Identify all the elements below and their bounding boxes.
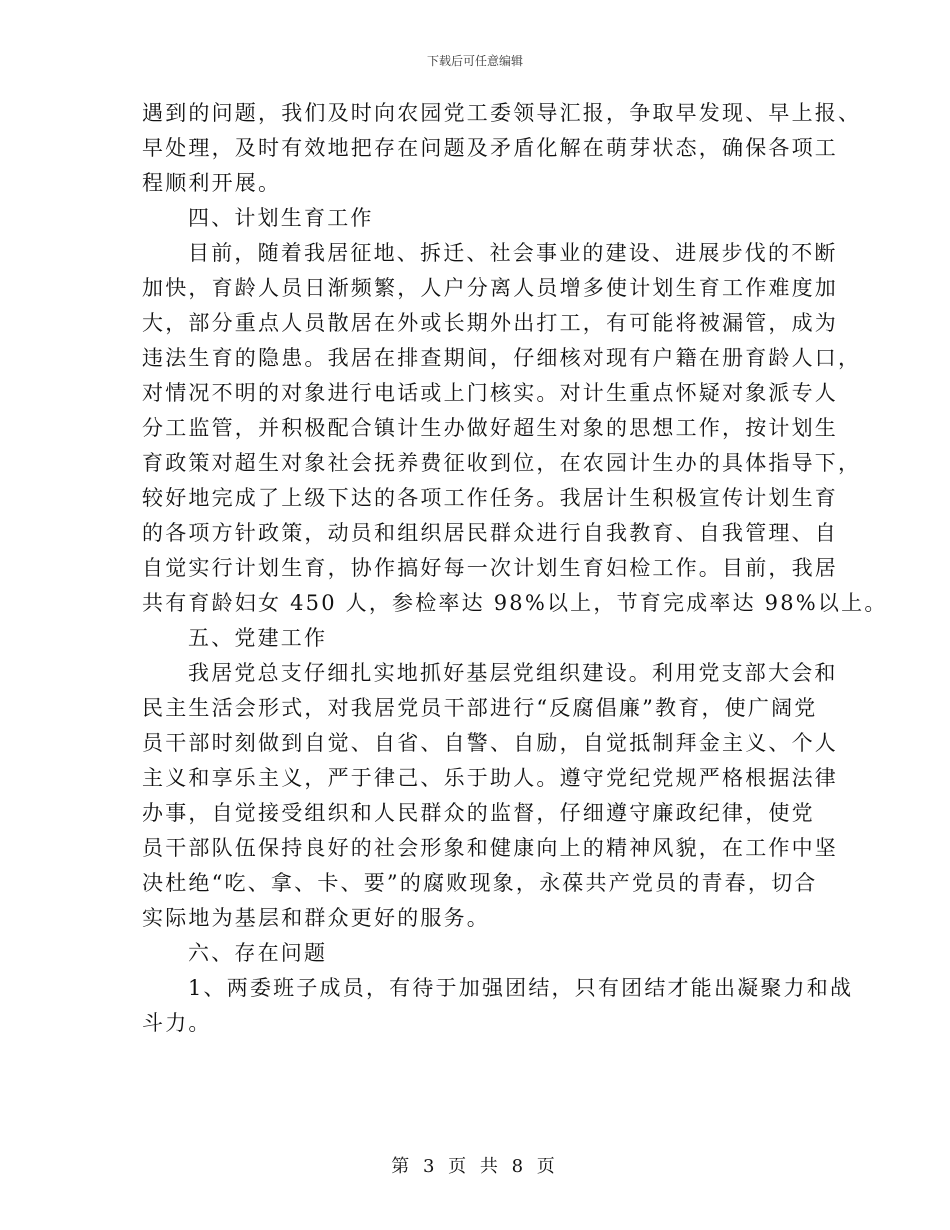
text-line: 四、计划生育工作 [188, 206, 374, 230]
text-line: 加快，育龄人员日渐频繁，人户分离人员增多使计划生育工作难度加 [142, 276, 838, 300]
document-body [142, 96, 888, 1041]
text-line: 民主生活会形式，对我居党员干部进行“反腐倡廉”教育，使广阔党 [142, 696, 818, 720]
text-line: 育政策对超生对象社会抚养费征收到位，在农园计生办的具体指导下， [142, 451, 862, 475]
text-line: 遇到的问题，我们及时向农园党工委领导汇报，争取早发现、早上报、 [142, 101, 862, 125]
text-line: 斗力。 [142, 1011, 212, 1035]
text-line: 决杜绝“吃、拿、卡、要”的腐败现象，永葆共产党员的青春，切合 [142, 871, 818, 895]
text-line: 违法生育的隐患。我居在排查期间，仔细核对现有户籍在册育龄人口， [142, 346, 862, 370]
text-line: 我居党总支仔细扎实地抓好基层党组织建设。利用党支部大会和 [188, 661, 838, 685]
text-line: 目前，随着我居征地、拆迁、社会事业的建设、进展步伐的不断 [188, 241, 838, 265]
text-line: 共有育龄妇女 450 人，参检率达 98%以上，节育完成率达 98%以上。 [142, 591, 888, 615]
page-header: 下载后可任意编辑 [426, 54, 523, 68]
text-line: 分工监管，并积极配合镇计生办做好超生对象的思想工作，按计划生 [142, 416, 838, 440]
text-line: 员干部时刻做到自觉、自省、自警、自励，自觉抵制拜金主义、个人 [142, 731, 838, 755]
text-line: 五、党建工作 [188, 626, 328, 650]
text-line: 主义和享乐主义，严于律己、乐于助人。遵守党纪党规严格根据法律 [142, 766, 838, 790]
text-line: 员干部队伍保持良好的社会形象和健康向上的精神风貌，在工作中坚 [142, 836, 838, 860]
text-line: 六、存在问题 [188, 941, 328, 965]
text-line: 大，部分重点人员散居在外或长期外出打工，有可能将被漏管，成为 [142, 311, 838, 335]
page-footer: 第 3 页 共 8 页 [391, 1156, 559, 1177]
text-line: 办事，自觉接受组织和人民群众的监督，仔细遵守廉政纪律，使党 [142, 801, 815, 825]
text-line: 早处理，及时有效地把存在问题及矛盾化解在萌芽状态，确保各项工 [142, 136, 838, 160]
text-line: 实际地为基层和群众更好的服务。 [142, 906, 490, 930]
text-line: 自觉实行计划生育，协作搞好每一次计划生育妇检工作。目前，我居 [142, 556, 838, 580]
text-line: 对情况不明的对象进行电话或上门核实。对计生重点怀疑对象派专人 [142, 381, 838, 405]
text-line: 的各项方针政策，动员和组织居民群众进行自我教育、自我管理、自 [142, 521, 838, 545]
text-line: 较好地完成了上级下达的各项工作任务。我居计生积极宣传计划生育 [142, 486, 838, 510]
text-line: 1、两委班子成员，有待于加强团结，只有团结才能出凝聚力和战 [188, 976, 854, 1000]
text-line: 程顺利开展。 [142, 171, 282, 195]
